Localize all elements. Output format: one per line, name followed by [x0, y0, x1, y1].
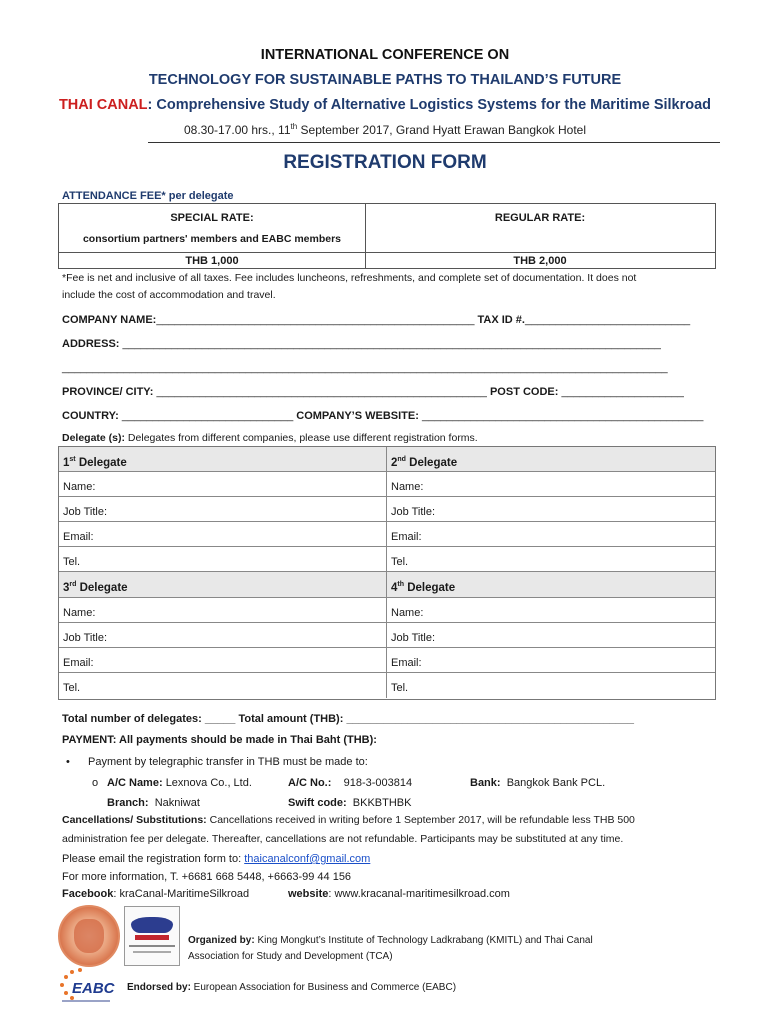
- organized-by-label: Organized by:: [188, 935, 255, 946]
- fee-table: [58, 203, 716, 269]
- company-name-label: COMPANY NAME:: [62, 314, 157, 326]
- kmitl-emblem-icon: [74, 919, 104, 953]
- delegate-3-label: Delegate: [76, 581, 128, 594]
- delegate-2-name-field[interactable]: Name:: [387, 472, 715, 497]
- country-row: [62, 410, 703, 422]
- payment-sub-bullet: o: [92, 777, 99, 789]
- endorsed-by: [127, 982, 456, 993]
- conference-heading: INTERNATIONAL CONFERENCE ON: [260, 47, 510, 63]
- bank-value: Bangkok Bank PCL.: [506, 777, 606, 789]
- attendance-fee-heading: ATTENDANCE FEE* per delegate: [62, 190, 234, 202]
- facebook-info: [62, 888, 249, 900]
- totals-row: [62, 713, 634, 725]
- tca-logo-text-line: [133, 951, 171, 953]
- delegate-1-suffix: st: [69, 456, 76, 463]
- contact-email-link[interactable]: thaicanalconf@gmail.com: [244, 853, 371, 865]
- kmitl-logo: [58, 905, 120, 967]
- topic-text: : Comprehensive Study of Alternative Logistics Systems for the Maritime Silkroad: [147, 97, 712, 113]
- account-number-value: 918-3-003814: [343, 777, 413, 789]
- email-instruction-text: Please email the registration form to:: [62, 853, 245, 865]
- address-row: [62, 338, 661, 350]
- delegate-3-name-field[interactable]: Name:: [59, 598, 387, 623]
- delegate-1-name-field[interactable]: Name:: [59, 472, 387, 497]
- organized-by-line1: [188, 935, 593, 946]
- tax-id-field[interactable]: ___________________________: [525, 314, 691, 326]
- event-date-venue: [0, 122, 770, 137]
- delegate-2-number: 2: [391, 456, 398, 469]
- header-divider: [148, 142, 720, 143]
- delegate-3-suffix: rd: [69, 581, 77, 588]
- website-field[interactable]: ______________________________________________: [421, 410, 704, 422]
- delegate-1-header: [59, 447, 387, 472]
- swift-code-value: BKKBTHBK: [352, 797, 412, 809]
- delegate-4-suffix: th: [397, 581, 405, 588]
- tax-id-label: TAX ID #.: [477, 314, 525, 326]
- delegate-1-job-field[interactable]: Job Title:: [59, 497, 387, 522]
- delegate-2-suffix: nd: [397, 456, 406, 463]
- total-amount-label: Total amount (THB):: [238, 713, 344, 725]
- special-rate-price: THB 1,000: [185, 255, 239, 267]
- website-info-label: website: [288, 888, 329, 900]
- delegates-label: Delegate (s):: [62, 432, 126, 444]
- delegates-table: [58, 446, 716, 700]
- fee-note-line2: include the cost of accommodation and travel.: [62, 289, 276, 301]
- facebook-label: Facebook: [62, 888, 114, 900]
- facebook-value: : kraCanal-MaritimeSilkroad: [113, 888, 250, 900]
- tca-logo-text-line: [129, 945, 175, 947]
- conference-subtitle: TECHNOLOGY FOR SUSTAINABLE PATHS TO THAILAND’S FUTURE: [148, 72, 622, 88]
- total-amount-field[interactable]: _______________________________________________: [346, 713, 634, 725]
- payment-transfer-text: Payment by telegraphic transfer in THB must be made to:: [88, 756, 368, 768]
- delegate-3-email-field[interactable]: Email:: [59, 648, 387, 673]
- delegate-3-job-field[interactable]: Job Title:: [59, 623, 387, 648]
- special-rate-description: consortium partners' members and EABC members: [82, 233, 342, 245]
- date-time-text: 08.30-17.00 hrs., 11: [183, 123, 291, 137]
- eabc-logo-text: EABC: [72, 980, 115, 997]
- account-name-label: A/C Name:: [107, 777, 163, 789]
- account-name-value: Lexnova Co., Ltd.: [165, 777, 252, 789]
- delegate-4-tel-field[interactable]: Tel.: [391, 682, 409, 694]
- regular-rate-label: REGULAR RATE:: [494, 212, 586, 224]
- cancellation-line1: [62, 814, 635, 826]
- date-suffix: th: [290, 122, 298, 131]
- account-name: [107, 777, 252, 789]
- address-field-line2[interactable]: ___________________________________________________________________________________________________: [62, 362, 668, 374]
- fee-table-row-line: [59, 252, 715, 253]
- delegates-note: Delegates from different companies, please use different registration forms.: [125, 432, 478, 444]
- organized-by-line2: Association for Study and Development (TCA): [188, 951, 393, 962]
- delegates-heading: [62, 432, 478, 444]
- delegate-1-email-field[interactable]: Email:: [59, 522, 387, 547]
- delegate-4-job-field[interactable]: Job Title:: [387, 623, 715, 648]
- account-number-label: A/C No.:: [288, 777, 332, 789]
- delegate-2-header: [387, 447, 715, 472]
- cancellation-line2: administration fee per delegate. Thereafter, cancellations are not refundable. Participants may be substituted at any time.: [62, 833, 624, 845]
- total-delegates-field[interactable]: _____: [204, 713, 236, 725]
- province-field[interactable]: ______________________________________________________: [156, 386, 487, 398]
- eabc-tagline-line: [62, 1000, 110, 1002]
- form-title: REGISTRATION FORM: [283, 152, 487, 173]
- delegate-4-email-field[interactable]: Email:: [387, 648, 715, 673]
- swift-code-label: Swift code:: [288, 797, 347, 809]
- tca-logo: [124, 906, 180, 966]
- delegate-4-number: 4: [391, 581, 398, 594]
- bank: [470, 777, 605, 789]
- eabc-logo: [58, 967, 120, 1005]
- delegate-1-tel-field[interactable]: Tel.: [59, 547, 387, 572]
- province-row: [62, 386, 684, 398]
- branch-label: Branch:: [107, 797, 149, 809]
- post-code-label: POST CODE:: [489, 386, 559, 398]
- account-number: [288, 777, 412, 789]
- post-code-field[interactable]: ____________________: [561, 386, 684, 398]
- branch: [107, 797, 200, 809]
- tca-stripe: [135, 935, 169, 940]
- company-name-field[interactable]: ____________________________________________________: [156, 314, 475, 326]
- conference-topic: [0, 97, 770, 113]
- delegate-4-label: Delegate: [404, 581, 456, 594]
- cancellation-text-1: Cancellations received in writing before 1 September 2017, will be refundable less THB 500: [206, 814, 635, 826]
- delegate-3-tel-field[interactable]: Tel.: [59, 673, 387, 698]
- payment-bullet: •: [66, 756, 70, 768]
- website-info: [288, 888, 510, 900]
- country-field[interactable]: ____________________________: [121, 410, 294, 422]
- address-field[interactable]: ________________________________________________________________________________________: [122, 338, 661, 350]
- website-value: : www.kracanal-maritimesilkroad.com: [328, 888, 510, 900]
- special-rate-label: SPECIAL RATE:: [170, 212, 254, 224]
- cancellation-label: Cancellations/ Substitutions:: [62, 814, 207, 826]
- delegate-1-number: 1: [63, 456, 70, 469]
- delegate-2-label: Delegate: [405, 456, 458, 469]
- ship-icon: [131, 917, 173, 933]
- country-label: COUNTRY:: [62, 410, 119, 422]
- bank-label: Bank:: [470, 777, 501, 789]
- payment-heading: PAYMENT: All payments should be made in Thai Baht (THB):: [62, 734, 377, 746]
- delegate-1-label: Delegate: [75, 456, 127, 469]
- delegate-3-header: [59, 572, 387, 598]
- endorsed-by-text: European Association for Business and Commerce (EABC): [190, 982, 457, 993]
- delegate-2-email-field[interactable]: Email:: [387, 522, 715, 547]
- contact-phone: For more information, T. +6681 668 5448, +6663-99 44 156: [62, 871, 352, 883]
- delegate-2-job-field[interactable]: Job Title:: [387, 497, 715, 522]
- swift-code: [288, 797, 411, 809]
- delegate-2-tel-field[interactable]: Tel.: [387, 547, 715, 572]
- regular-rate-price: THB 2,000: [513, 255, 567, 267]
- delegate-3-number: 3: [63, 581, 70, 594]
- total-delegates-label: Total number of delegates:: [62, 713, 202, 725]
- date-venue-text: September 2017, Grand Hyatt Erawan Bangkok Hotel: [297, 123, 587, 137]
- delegate-4-name-field[interactable]: Name:: [387, 598, 715, 623]
- website-label: COMPANY’S WEBSITE:: [296, 410, 419, 422]
- email-instruction: [62, 853, 370, 865]
- organized-by-text: King Mongkut’s Institute of Technology Ladkrabang (KMITL) and Thai Canal: [254, 935, 593, 946]
- fee-note-line1: *Fee is net and inclusive of all taxes. Fee includes luncheons, refreshments, and complete set of documentation. It does not: [62, 272, 637, 284]
- endorsed-by-label: Endorsed by:: [127, 982, 191, 993]
- branch-value: Nakniwat: [154, 797, 200, 809]
- thai-canal-label: THAI CANAL: [58, 97, 148, 113]
- company-name-row: [62, 314, 690, 326]
- delegate-4-header: [387, 572, 715, 598]
- address-label: ADDRESS:: [62, 338, 120, 350]
- province-label: PROVINCE/ CITY:: [62, 386, 154, 398]
